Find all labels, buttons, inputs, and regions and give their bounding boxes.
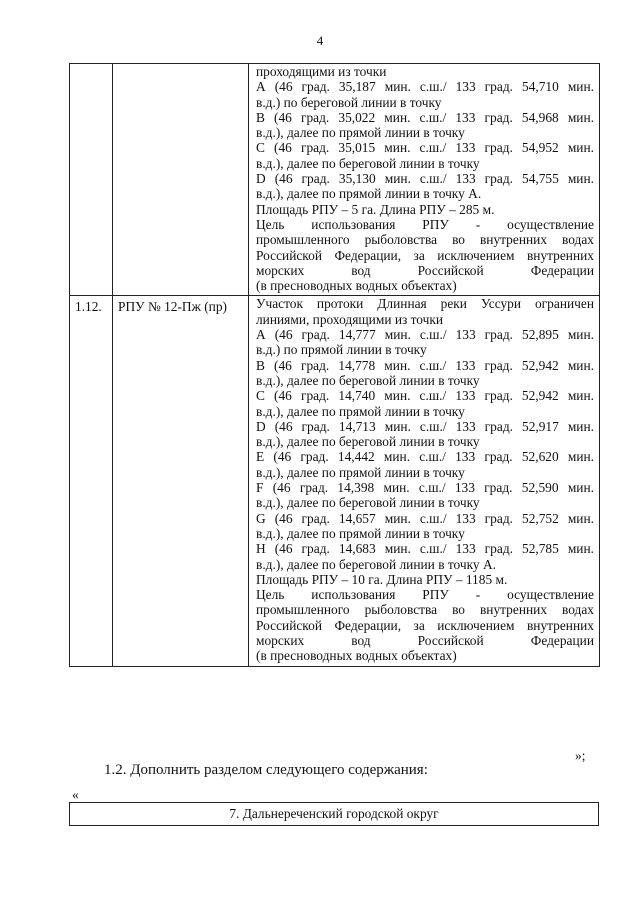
description-line: в.д.), далее по береговой линии в точку xyxy=(256,155,480,171)
amendment-paragraph: 1.2. Дополнить разделом следующего содержания: xyxy=(104,762,428,778)
description-line: D (46 град. 35,130 мин. с.ш./ 133 град. 54,755 мин. xyxy=(256,171,594,187)
page-number: 4 xyxy=(316,33,324,48)
description-line: Площадь РПУ – 5 га. Длина РПУ – 285 м. xyxy=(256,201,495,217)
rpu-description-cell xyxy=(249,64,600,296)
description-line: В (46 град. 14,778 мин. с.ш./ 133 град. 52,942 мин. xyxy=(256,357,594,373)
description-line: в.д.), далее по береговой линии в точку xyxy=(256,495,480,511)
description-line: Цель использования РПУ - осуществление xyxy=(256,216,594,232)
description-line: в.д.), далее по прямой линии в точку xyxy=(256,525,465,541)
rpu-name-cell xyxy=(113,64,249,296)
rpu-description-cell xyxy=(249,296,600,666)
rpu-table xyxy=(69,63,600,667)
description-line: В (46 град. 35,022 мин. с.ш./ 133 град. 54,968 мин. xyxy=(256,109,594,125)
description-line: (в пресноводных водных объектах) xyxy=(256,278,457,294)
description-line: в.д.) по береговой линии в точку xyxy=(256,94,442,110)
description-line: в.д.), далее по прямой линии в точку xyxy=(256,125,465,141)
table-row xyxy=(70,296,600,666)
description-line: G (46 град. 14,657 мин. с.ш./ 133 град. 52,752 мин. xyxy=(256,510,594,526)
description-line: А (46 град. 14,777 мин. с.ш./ 133 град. 52,895 мин. xyxy=(256,327,594,343)
description-line: С (46 град. 35,015 мин. с.ш./ 133 град. 54,952 мин. xyxy=(256,140,594,156)
description-line: (в пресноводных водных объектах) xyxy=(256,648,457,664)
description-line: D (46 град. 14,713 мин. с.ш./ 133 град. 52,917 мин. xyxy=(256,418,594,434)
description-line: Цель использования РПУ - осуществление xyxy=(256,587,594,603)
table-row xyxy=(70,64,600,296)
description-line: Н (46 град. 14,683 мин. с.ш./ 133 град. 52,785 мин. xyxy=(256,541,594,557)
description-line: Российской Федерации, за исключением внутренних xyxy=(256,617,594,633)
description-line: в.д.), далее по прямой линии в точку xyxy=(256,403,465,419)
description-line: морских вод Российской Федерации xyxy=(256,262,594,278)
description-line: в.д.), далее по прямой линии в точку А. xyxy=(256,186,482,202)
rpu-name-cell: РПУ № 12-Пж (пр) xyxy=(113,296,249,666)
row-number-cell xyxy=(70,64,113,296)
description-line: морских вод Российской Федерации xyxy=(256,632,594,648)
description-line: Е (46 град. 14,442 мин. с.ш./ 133 град. 52,620 мин. xyxy=(256,449,594,465)
description-line: линиями, проходящими из точки xyxy=(256,311,444,327)
opening-quote-mark: « xyxy=(72,787,79,802)
description-line: в.д.), далее по береговой линии в точку xyxy=(256,434,480,450)
description-line: С (46 град. 14,740 мин. с.ш./ 133 град. 52,942 мин. xyxy=(256,388,594,404)
district-section-header: 7. Дальнереченский городской округ xyxy=(69,802,599,826)
closing-quote-mark: »; xyxy=(575,748,586,763)
description-line: F (46 град. 14,398 мин. с.ш./ 133 град. 52,590 мин. xyxy=(256,480,594,496)
description-line: промышленного рыболовства во внутренних водах xyxy=(256,232,594,248)
description-line: в.д.), далее по прямой линии в точку xyxy=(256,464,465,480)
description-line: Российской Федерации, за исключением внутренних xyxy=(256,247,594,263)
description-line: в.д.) по прямой линии в точку xyxy=(256,342,427,358)
description-line: в.д.), далее по береговой линии в точку А. xyxy=(256,556,496,572)
description-line: в.д.), далее по береговой линии в точку xyxy=(256,372,480,388)
description-line: проходящими из точки xyxy=(256,64,387,79)
description-line: Участок протоки Длинная реки Уссури ограничен xyxy=(256,296,594,312)
description-line: промышленного рыболовства во внутренних водах xyxy=(256,602,594,618)
description-line: А (46 град. 35,187 мин. с.ш./ 133 град. 54,710 мин. xyxy=(256,79,594,95)
row-number-cell: 1.12. xyxy=(70,296,113,666)
description-line: Площадь РПУ – 10 га. Длина РПУ – 1185 м. xyxy=(256,571,508,587)
